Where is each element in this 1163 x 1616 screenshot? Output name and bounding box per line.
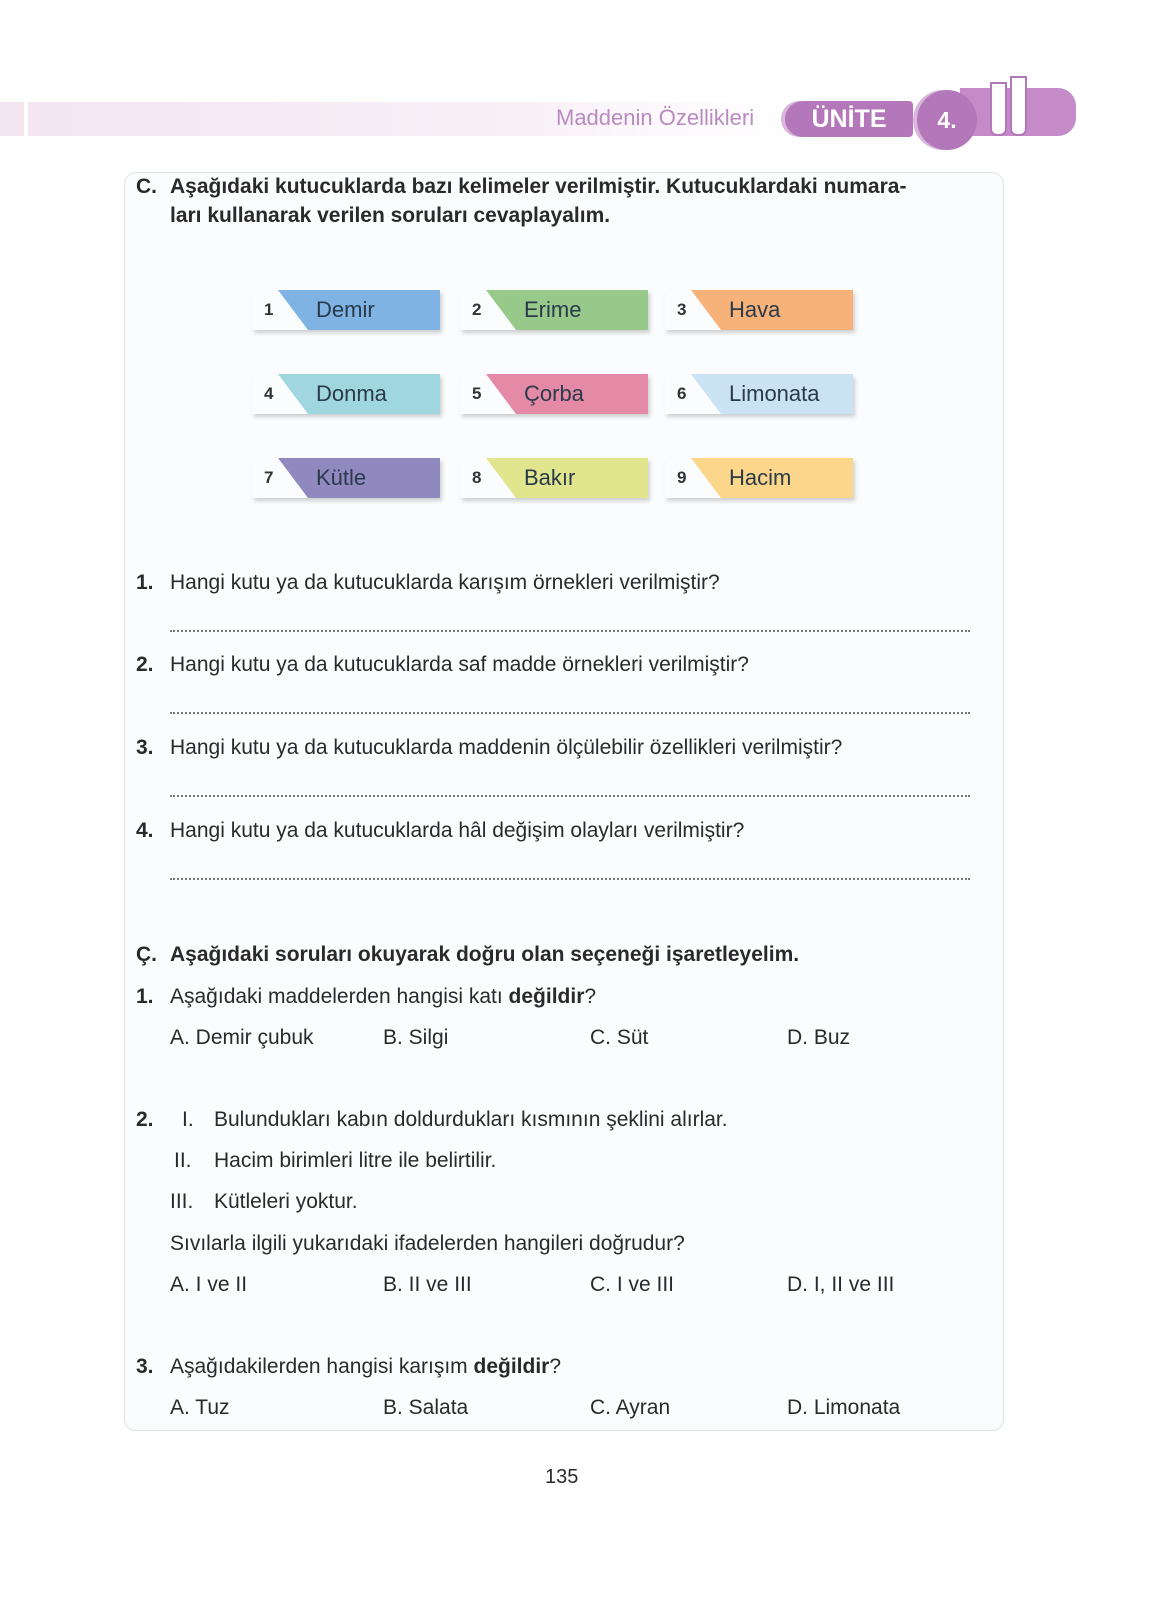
c-question-text: Hangi kutu ya da kutucuklarda saf madde örnekleri verilmiştir? [170, 653, 749, 676]
q2-roman-2: II. [174, 1149, 192, 1172]
c-question-text: Hangi kutu ya da kutucuklarda maddenin ölçülebilir özellikleri verilmiştir? [170, 736, 843, 759]
word-box-1 [252, 290, 440, 330]
q1-number: 1. [136, 985, 154, 1008]
word-box-3 [665, 290, 853, 330]
q1-option-a[interactable]: A. Demir çubuk [170, 1026, 314, 1049]
word-box-label: Donma [316, 381, 387, 406]
answer-line[interactable] [170, 878, 970, 880]
q2-option-d[interactable]: D. I, II ve III [787, 1273, 895, 1296]
q1-emphasis: değildir [508, 985, 585, 1008]
section-cc-letter: Ç. [136, 943, 157, 966]
section-c-instruction-cont: ları kullanarak verilen soruları cevaplayalım. [170, 204, 611, 227]
q3-number: 3. [136, 1355, 154, 1378]
word-box-2 [460, 290, 648, 330]
word-box-number: 7 [264, 468, 274, 487]
word-box-label: Kütle [316, 465, 367, 490]
page-number: 135 [545, 1466, 579, 1488]
q2-statement-1: Bulundukları kabın doldurdukları kısmının şeklini alırlar. [214, 1108, 728, 1131]
q2-roman-3: III. [170, 1190, 194, 1213]
word-box-number: 3 [677, 300, 687, 319]
word-box-9 [665, 458, 853, 498]
q2-statement-2: Hacim birimleri litre ile belirtilir. [214, 1149, 497, 1172]
unit-label: ÜNİTE [785, 101, 913, 137]
c-question-number: 3. [136, 736, 154, 759]
q2-question: Sıvılarla ilgili yukarıdaki ifadelerden hangileri doğrudur? [170, 1232, 685, 1255]
q3-text-b: ? [549, 1355, 562, 1378]
q3-option-d[interactable]: D. Limonata [787, 1396, 901, 1419]
q1-option-c[interactable]: C. Süt [590, 1026, 649, 1049]
q3-option-c[interactable]: C. Ayran [590, 1396, 671, 1419]
q2-option-b[interactable]: B. II ve III [383, 1273, 472, 1296]
section-cc-instruction: Aşağıdaki soruları okuyarak doğru olan seçeneği işaretleyelim. [170, 943, 800, 966]
word-box-8 [460, 458, 648, 498]
c-question-number: 1. [136, 571, 154, 594]
q1-text-b: ? [584, 985, 597, 1008]
word-box-label: Hava [729, 297, 781, 322]
test-tube-icon [1010, 76, 1027, 136]
q1-text [170, 985, 596, 1009]
word-box-number: 4 [264, 384, 274, 403]
word-box-label: Demir [316, 297, 375, 322]
q2-roman-1: I. [182, 1108, 194, 1131]
c-question-number: 4. [136, 819, 154, 842]
word-box-label: Hacim [729, 465, 792, 490]
unit-title: Maddenin Özellikleri [556, 105, 755, 130]
word-box-number: 2 [472, 300, 482, 319]
word-box-7 [252, 458, 440, 498]
word-box-number: 5 [472, 384, 482, 403]
word-box-6 [665, 374, 853, 414]
q2-statement-3: Kütleleri yoktur. [214, 1190, 358, 1213]
unit-number: 4. [917, 90, 977, 150]
word-box-label: Çorba [524, 381, 584, 406]
q2-option-a[interactable]: A. I ve II [170, 1273, 248, 1296]
answer-line[interactable] [170, 795, 970, 797]
q1-option-d[interactable]: D. Buz [787, 1026, 851, 1049]
section-c-letter: C. [136, 175, 157, 198]
answer-line[interactable] [170, 712, 970, 714]
word-box-label: Limonata [729, 381, 820, 406]
q2-number: 2. [136, 1108, 154, 1131]
word-box-5 [460, 374, 648, 414]
word-box-number: 1 [264, 300, 274, 319]
q3-text [170, 1355, 561, 1379]
c-question-text: Hangi kutu ya da kutucuklarda hâl değişim olayları verilmiştir? [170, 819, 745, 842]
q1-option-b[interactable]: B. Silgi [383, 1026, 449, 1049]
c-question-text: Hangi kutu ya da kutucuklarda karışım örnekleri verilmiştir? [170, 571, 720, 594]
q3-option-a[interactable]: A. Tuz [170, 1396, 230, 1419]
word-box-number: 6 [677, 384, 687, 403]
c-question-number: 2. [136, 653, 154, 676]
section-c-instruction: Aşağıdaki kutucuklarda bazı kelimeler verilmiştir. Kutucuklardaki numara- [170, 175, 907, 198]
q2-option-c[interactable]: C. I ve III [590, 1273, 675, 1296]
word-box-label: Bakır [524, 465, 576, 490]
q1-text-a: Aşağıdaki maddelerden hangisi katı [170, 985, 509, 1008]
word-box-number: 9 [677, 468, 687, 487]
word-box-4 [252, 374, 440, 414]
test-tube-icon [990, 82, 1007, 136]
q3-option-b[interactable]: B. Salata [383, 1396, 469, 1419]
answer-line[interactable] [170, 630, 970, 632]
q3-text-a: Aşağıdakilerden hangisi karışım [170, 1355, 474, 1378]
word-box-label: Erime [524, 297, 582, 322]
word-box-number: 8 [472, 468, 482, 487]
q3-emphasis: değildir [473, 1355, 550, 1378]
